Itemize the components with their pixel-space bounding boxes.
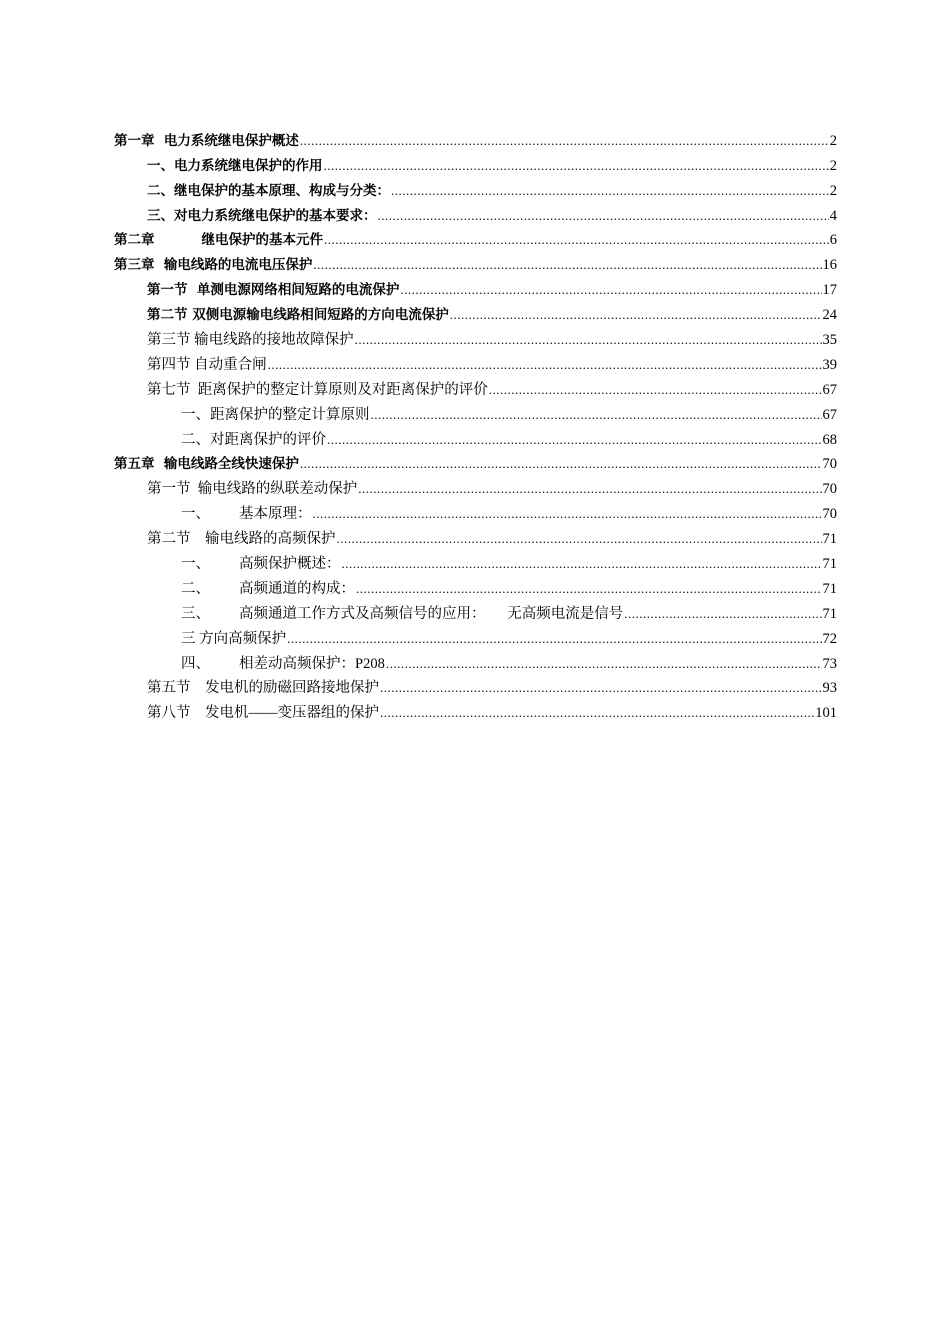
toc-entry-title: 三 方向高频保护 — [181, 630, 287, 647]
toc-page-number: 70 — [822, 456, 837, 473]
toc-entry-title: 第八节 发电机——变压器组的保护 — [147, 705, 379, 722]
toc-dot-leader — [380, 704, 814, 722]
toc-entry-title: 第三章 输电线路的电流电压保护 — [114, 257, 313, 274]
toc-entry-title: 第三节 输电线路的接地故障保护 — [147, 332, 354, 349]
toc-page-number: 2 — [829, 182, 837, 199]
toc-page-number: 17 — [822, 282, 837, 299]
toc-dot-leader — [355, 331, 822, 349]
toc-page-number: 70 — [822, 481, 837, 498]
toc-entry[interactable] — [114, 324, 837, 349]
toc-page-number: 71 — [822, 605, 837, 622]
toc-entry-title: 第一章 电力系统继电保护概述 — [114, 132, 299, 149]
toc-page-number: 71 — [822, 556, 837, 573]
toc-entry[interactable] — [114, 673, 837, 698]
toc-entry[interactable] — [114, 274, 837, 299]
toc-dot-leader — [268, 356, 822, 374]
toc-entry[interactable] — [114, 249, 837, 274]
toc-entry[interactable] — [114, 598, 837, 623]
toc-dot-leader — [450, 306, 822, 324]
table-of-contents — [114, 125, 837, 722]
toc-entry[interactable] — [114, 697, 837, 722]
toc-entry-title: 第二节 双侧电源输电线路相间短路的方向电流保护 — [147, 307, 449, 324]
toc-page-number: 93 — [822, 680, 837, 697]
toc-dot-leader — [324, 231, 829, 249]
toc-entry[interactable] — [114, 299, 837, 324]
toc-page-number: 101 — [815, 705, 837, 722]
toc-entry[interactable] — [114, 498, 837, 523]
toc-entry-title: 第七节 距离保护的整定计算原则及对距离保护的评价 — [147, 381, 488, 398]
toc-dot-leader — [300, 132, 829, 150]
toc-entry-title: 第四节 自动重合闸 — [147, 356, 267, 373]
toc-entry[interactable] — [114, 473, 837, 498]
toc-page-number: 68 — [822, 431, 837, 448]
toc-page-number: 2 — [829, 157, 837, 174]
toc-entry-title: 四、 相差动高频保护：P208 — [181, 655, 385, 672]
toc-entry-title: 第二节 输电线路的高频保护 — [147, 531, 336, 548]
toc-dot-leader — [324, 157, 829, 175]
toc-dot-leader — [489, 381, 822, 399]
toc-entry[interactable] — [114, 175, 837, 200]
toc-entry-title: 三、对电力系统继电保护的基本要求： — [147, 207, 377, 224]
toc-page-number: 72 — [822, 630, 837, 647]
toc-dot-leader — [356, 580, 822, 598]
toc-page-number: 39 — [822, 356, 837, 373]
toc-entry-title: 第二章 继电保护的基本元件 — [114, 232, 323, 249]
toc-dot-leader — [287, 630, 821, 648]
toc-entry[interactable] — [114, 225, 837, 250]
toc-page-number: 16 — [822, 257, 837, 274]
toc-dot-leader — [378, 207, 829, 225]
toc-dot-leader — [391, 182, 829, 200]
toc-entry-title: 第五节 发电机的励磁回路接地保护 — [147, 680, 379, 697]
toc-entry-title: 第五章 输电线路全线快速保护 — [114, 456, 299, 473]
toc-dot-leader — [313, 256, 821, 274]
toc-page-number: 4 — [829, 207, 837, 224]
toc-entry-title: 二、继电保护的基本原理、构成与分类： — [147, 182, 390, 199]
toc-entry[interactable] — [114, 523, 837, 548]
toc-dot-leader — [313, 505, 822, 523]
toc-entry[interactable] — [114, 548, 837, 573]
toc-entry[interactable] — [114, 424, 837, 449]
toc-entry-title: 一、距离保护的整定计算原则 — [181, 406, 370, 423]
toc-page-number: 71 — [822, 580, 837, 597]
toc-entry-title: 一、 基本原理： — [181, 506, 312, 523]
toc-entry-title: 第一节 单测电源网络相间短路的电流保护 — [147, 282, 400, 299]
toc-dot-leader — [380, 679, 822, 697]
toc-dot-leader — [337, 530, 822, 548]
toc-page-number: 35 — [822, 332, 837, 349]
toc-entry[interactable] — [114, 399, 837, 424]
toc-entry[interactable] — [114, 449, 837, 474]
toc-page-number: 24 — [822, 307, 837, 324]
toc-page-number: 6 — [829, 232, 837, 249]
toc-entry-title: 二、对距离保护的评价 — [181, 431, 326, 448]
toc-entry[interactable] — [114, 573, 837, 598]
toc-entry[interactable] — [114, 648, 837, 673]
toc-entry-title: 一、 高频保护概述： — [181, 556, 341, 573]
toc-entry[interactable] — [114, 200, 837, 225]
toc-page-number: 73 — [822, 655, 837, 672]
toc-entry[interactable] — [114, 349, 837, 374]
toc-dot-leader — [624, 605, 821, 623]
toc-dot-leader — [400, 281, 821, 299]
toc-dot-leader — [342, 555, 822, 573]
toc-page-number: 2 — [829, 132, 837, 149]
toc-dot-leader — [300, 455, 822, 473]
toc-entry-title: 二、 高频通道的构成： — [181, 580, 355, 597]
toc-page-number: 67 — [822, 381, 837, 398]
toc-entry-title: 三、 高频通道工作方式及高频信号的应用： 无高频电流是信号 — [181, 605, 624, 622]
toc-entry[interactable] — [114, 374, 837, 399]
toc-dot-leader — [386, 655, 822, 673]
toc-page-number: 67 — [822, 406, 837, 423]
toc-entry[interactable] — [114, 125, 837, 150]
toc-page-number: 71 — [822, 531, 837, 548]
toc-entry[interactable] — [114, 150, 837, 175]
toc-dot-leader — [327, 431, 822, 449]
toc-dot-leader — [358, 480, 821, 498]
toc-entry-title: 一、电力系统继电保护的作用 — [147, 157, 323, 174]
toc-page-number: 70 — [822, 506, 837, 523]
toc-dot-leader — [371, 406, 822, 424]
toc-entry-title: 第一节 输电线路的纵联差动保护 — [147, 481, 358, 498]
toc-entry[interactable] — [114, 623, 837, 648]
